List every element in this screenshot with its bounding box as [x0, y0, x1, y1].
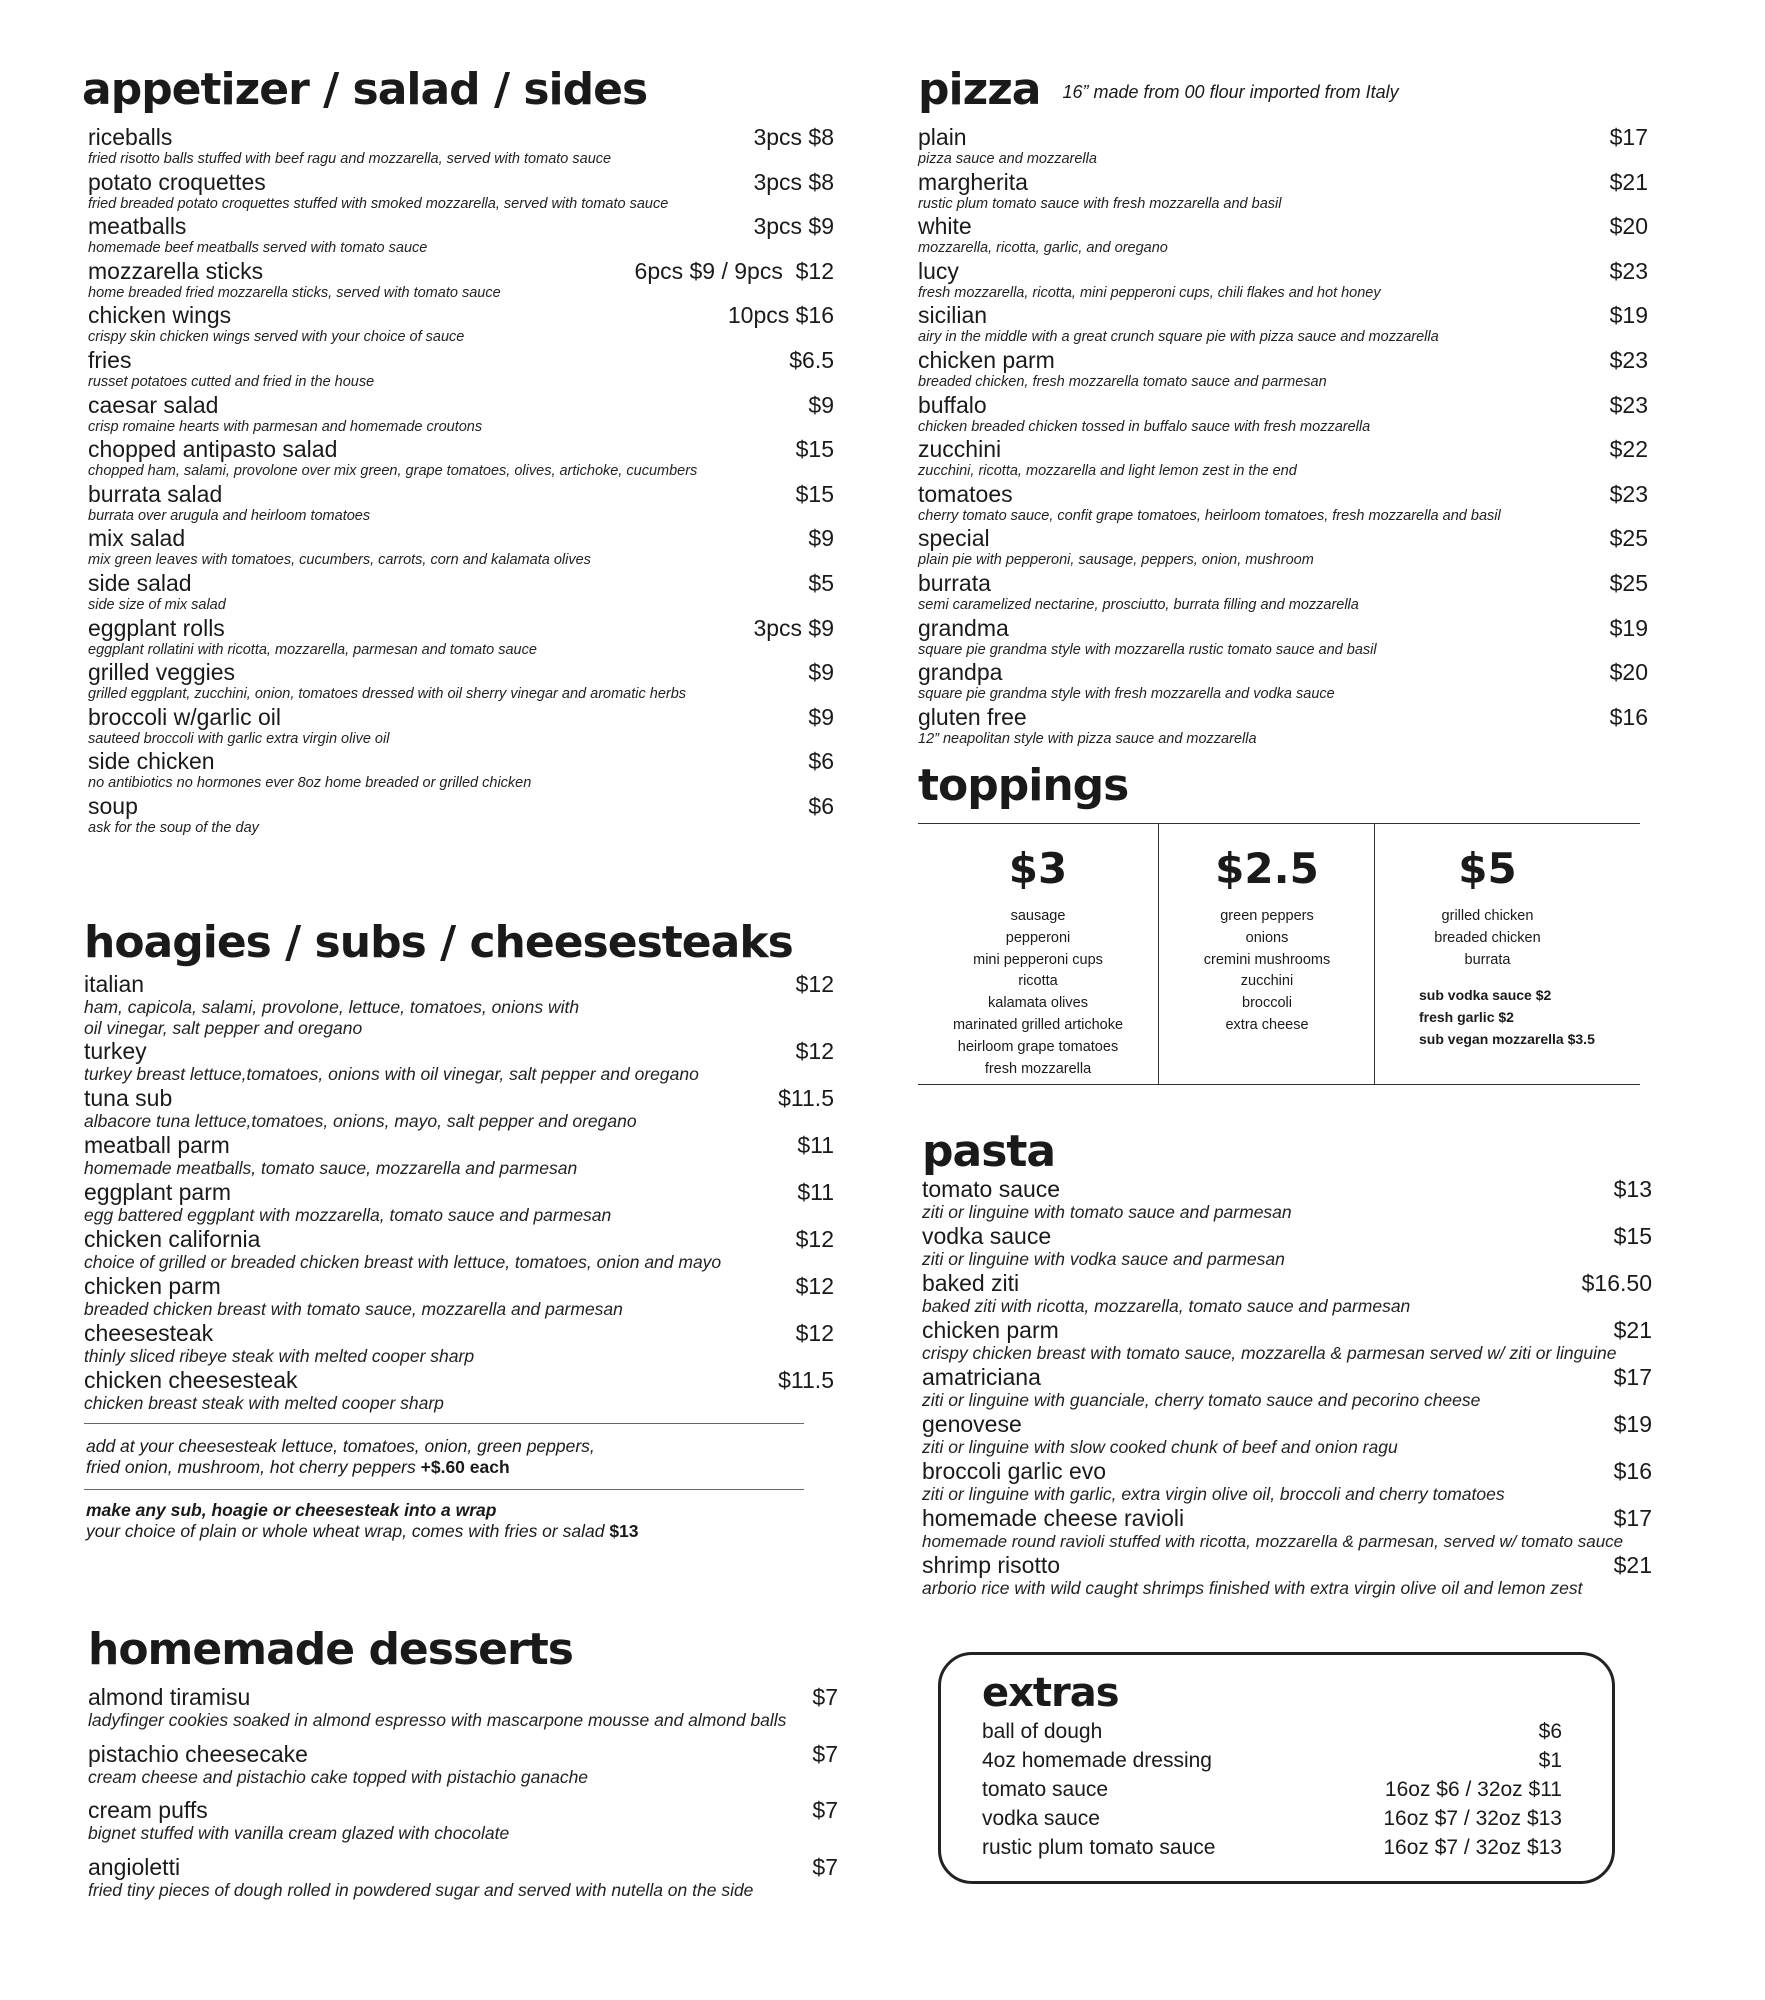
topping-note: sub vegan mozzarella $3.5: [1419, 1030, 1595, 1047]
toppings-list: [918, 906, 1158, 1080]
item-name: 4oz homemade dressing: [982, 1749, 1212, 1772]
list-item: [88, 793, 834, 838]
item-description: cream cheese and pistachio cake topped with pistachio ganache: [88, 1766, 589, 1787]
item-description: arborio rice with wild caught shrimps finished with extra virgin olive oil and lemon zest: [922, 1578, 1583, 1598]
list-item: [88, 481, 834, 526]
item-price: $9: [808, 525, 834, 552]
item-description: eggplant rollatini with ricotta, mozzarella, parmesan and tomato sauce: [88, 641, 537, 658]
item-price: 3pcs $9: [753, 213, 834, 240]
item-name: zucchini: [918, 436, 1002, 463]
topping-item: broccoli: [1242, 995, 1292, 1012]
list-item: [918, 481, 1648, 526]
item-price: $7: [812, 1740, 838, 1767]
item-price: $17: [1613, 1505, 1652, 1531]
item-description: rustic plum tomato sauce with fresh mozzarella and basil: [918, 195, 1282, 212]
item-description: fried risotto balls stuffed with beef ragu and mozzarella, served with tomato sauce: [88, 151, 612, 167]
item-description: crisp romaine hearts with parmesan and homemade croutons: [88, 418, 483, 435]
item-price: $9: [808, 391, 834, 418]
item-description: 12” neapolitan style with pizza sauce and mozzarella: [918, 730, 1257, 747]
list-item: [918, 258, 1648, 303]
item-name: baked ziti: [922, 1270, 1020, 1296]
hoagies-list: [84, 971, 834, 1414]
item-price: $17: [1609, 124, 1648, 150]
list-item: [922, 1505, 1675, 1552]
pizza-list: [918, 124, 1648, 748]
item-description: turkey breast lettuce,tomatoes, onions with oil vinegar, salt pepper and oregano: [84, 1064, 699, 1084]
toppings-list: [1375, 906, 1640, 971]
item-description: homemade beef meatballs served with tomato sauce: [88, 240, 428, 257]
list-item: [982, 1746, 1562, 1775]
item-description: ladyfinger cookies soaked in almond espresso with mascarpone mousse and almond balls: [88, 1710, 787, 1730]
item-description: homemade meatballs, tomato sauce, mozzarella and parmesan: [84, 1158, 578, 1178]
list-item: [922, 1411, 1675, 1458]
item-description: crispy chicken breast with tomato sauce, mozzarella & parmesan served w/ ziti or linguine: [922, 1343, 1617, 1363]
item-name: homemade cheese ravioli: [922, 1505, 1185, 1531]
topping-item: extra cheese: [1225, 1016, 1309, 1033]
toppings-price: $5: [1458, 844, 1517, 893]
list-item: [982, 1775, 1562, 1804]
item-price: 16oz $7 / 32oz $13: [1383, 1807, 1562, 1830]
item-name: tomato sauce: [922, 1176, 1061, 1202]
extras-box: [938, 1652, 1615, 1884]
topping-item: sausage: [1010, 908, 1066, 924]
topping-note: sub vodka sauce $2: [1419, 987, 1552, 1004]
item-name: grilled veggies: [88, 659, 236, 686]
list-item: [922, 1317, 1675, 1364]
item-name: side salad: [88, 569, 192, 596]
list-item: [88, 392, 834, 437]
item-name: rustic plum tomato sauce: [982, 1836, 1216, 1859]
pizza-title: [918, 64, 1648, 115]
topping-item: breaded chicken: [1434, 929, 1541, 946]
item-price: $19: [1609, 614, 1648, 641]
list-item: [918, 436, 1648, 481]
item-name: chopped antipasto salad: [88, 436, 338, 463]
pizza-subtitle: 16” made from 00 flour imported from Italy: [1062, 82, 1399, 102]
item-name: mozzarella sticks: [88, 257, 264, 284]
topping-item: heirloom grape tomatoes: [957, 1038, 1119, 1055]
list-item: [982, 1833, 1562, 1862]
item-name: chicken parm: [84, 1273, 221, 1299]
item-name: gluten free: [918, 703, 1027, 730]
item-name: burrata: [918, 569, 991, 596]
topping-item: grilled chicken: [1441, 908, 1534, 924]
item-name: almond tiramisu: [88, 1684, 251, 1710]
list-item: [84, 1320, 834, 1367]
list-item: [922, 1223, 1675, 1270]
item-name: chicken parm: [922, 1317, 1059, 1343]
toppings-title: toppings: [918, 760, 1129, 811]
item-price: $16: [1613, 1458, 1652, 1484]
list-item: [84, 1132, 834, 1179]
item-name: turkey: [84, 1038, 147, 1064]
item-name: ball of dough: [982, 1720, 1103, 1743]
list-item: [88, 436, 834, 481]
item-name: tomato sauce: [982, 1778, 1109, 1801]
item-description: baked ziti with ricotta, mozzarella, tomato sauce and parmesan: [922, 1296, 1411, 1316]
item-description: chicken breast steak with melted cooper sharp: [84, 1393, 444, 1413]
item-price: $22: [1609, 436, 1648, 463]
item-description: crispy skin chicken wings served with your choice of sauce: [88, 329, 465, 346]
item-description: pizza sauce and mozzarella: [918, 151, 1097, 167]
item-price: $23: [1609, 346, 1648, 373]
addon-line2: fried onion, mushroom, hot cherry peppers: [86, 1457, 421, 1477]
item-description: fresh mozzarella, ricotta, mini pepperoni cups, chili flakes and hot honey: [918, 284, 1381, 301]
list-item: [982, 1717, 1562, 1746]
toppings-price: $2.5: [1215, 844, 1319, 893]
item-description: side size of mix salad: [88, 596, 226, 613]
list-item: [88, 525, 834, 570]
item-name: amatriciana: [922, 1364, 1041, 1390]
appetizers-list: [82, 124, 834, 838]
item-price: $7: [812, 1853, 838, 1880]
item-name: pistachio cheesecake: [88, 1740, 308, 1767]
list-item: [88, 169, 834, 214]
item-price: $9: [808, 703, 834, 730]
item-price: $15: [1613, 1223, 1652, 1249]
item-name: shrimp risotto: [922, 1552, 1061, 1578]
pasta-title: pasta: [922, 1126, 1056, 1177]
list-item: [88, 124, 834, 169]
pizza-section: [918, 64, 1648, 748]
item-description: mix green leaves with tomatoes, cucumbers, carrots, corn and kalamata olives: [88, 552, 591, 569]
wrap-line1: make any sub, hoagie or cheesesteak into a wrap: [86, 1500, 497, 1520]
item-description: square pie grandma style with mozzarella rustic tomato sauce and basil: [918, 641, 1377, 658]
topping-item: burrata: [1464, 951, 1511, 968]
item-price: $12: [795, 1320, 834, 1346]
item-price: $6.5: [789, 346, 834, 373]
item-name: sicilian: [918, 302, 988, 329]
item-name: angioletti: [88, 1853, 181, 1880]
item-price: $12: [795, 1226, 834, 1252]
toppings-price: $3: [1008, 844, 1068, 893]
item-name: mix salad: [88, 525, 186, 552]
list-item: [918, 124, 1648, 169]
list-item: [922, 1552, 1675, 1599]
item-description: egg battered eggplant with mozzarella, tomato sauce and parmesan: [84, 1205, 612, 1225]
item-name: special: [918, 525, 990, 552]
list-item: [918, 615, 1648, 660]
item-name: burrata salad: [88, 480, 223, 507]
topping-item: fresh mozzarella: [984, 1060, 1092, 1077]
toppings-group-2-5: [1158, 824, 1375, 1084]
item-price: 16oz $7 / 32oz $13: [1383, 1836, 1562, 1859]
item-price: $21: [1613, 1552, 1652, 1578]
item-description: choice of grilled or breaded chicken breast with lettuce, tomatoes, onion and mayo: [84, 1252, 722, 1272]
extras-title: extras: [982, 1670, 1119, 1716]
topping-item: onions: [1245, 929, 1289, 946]
list-item: [918, 570, 1648, 615]
topping-item: mini pepperoni cups: [973, 951, 1103, 968]
item-name: meatballs: [88, 213, 187, 240]
item-name: cheesesteak: [84, 1320, 214, 1346]
list-item: [918, 347, 1648, 392]
item-price: $6: [808, 748, 834, 775]
desserts-title: homemade desserts: [88, 1624, 573, 1675]
item-description: breaded chicken, fresh mozzarella tomato sauce and parmesan: [918, 373, 1327, 390]
list-item: [88, 302, 834, 347]
list-item: [88, 1684, 838, 1741]
list-item: [982, 1804, 1562, 1833]
list-item: [88, 1854, 838, 1911]
list-item: [918, 213, 1648, 258]
wrap-note: [86, 1500, 639, 1542]
list-item: [918, 392, 1648, 437]
item-name: italian: [84, 971, 145, 997]
item-price: 3pcs $9: [753, 614, 834, 641]
item-description: semi caramelized nectarine, prosciutto, burrata filling and mozzarella: [918, 596, 1359, 613]
item-name: soup: [88, 792, 138, 819]
item-price: 16oz $6 / 32oz $11: [1384, 1778, 1562, 1801]
item-price: $5: [808, 569, 834, 596]
item-name: white: [918, 213, 972, 240]
item-price: $11.5: [778, 1367, 834, 1393]
item-price: $13: [1613, 1176, 1652, 1202]
item-name: chicken wings: [88, 302, 232, 329]
pasta-section: [922, 1126, 1675, 1599]
pasta-list: [922, 1176, 1675, 1599]
list-item: [84, 1038, 834, 1085]
pizza-title-text: pizza: [918, 64, 1041, 115]
list-item: [84, 971, 834, 1038]
list-item: [88, 1741, 838, 1798]
item-price: $11.5: [778, 1085, 834, 1111]
item-price: $23: [1609, 257, 1648, 284]
item-price: $20: [1609, 213, 1648, 240]
topping-item: zucchini: [1240, 973, 1294, 990]
list-item: [918, 659, 1648, 704]
toppings-notes: [1375, 985, 1640, 1050]
item-description: ham, capicola, salami, provolone, lettuce, tomatoes, onions with: [84, 997, 580, 1017]
item-name: caesar salad: [88, 391, 219, 418]
item-price: $16.50: [1581, 1270, 1652, 1296]
item-name: broccoli garlic evo: [922, 1458, 1107, 1484]
item-price: $23: [1609, 391, 1648, 418]
item-price: $21: [1613, 1317, 1652, 1343]
item-price: 10pcs $16: [727, 302, 834, 329]
item-name: vodka sauce: [922, 1223, 1052, 1249]
list-item: [922, 1270, 1675, 1317]
item-description: grilled eggplant, zucchini, onion, tomatoes dressed with oil sherry vinegar and aromatic herbs: [88, 686, 687, 703]
list-item: [88, 258, 834, 303]
topping-item: green peppers: [1220, 908, 1314, 924]
item-price: $7: [812, 1797, 838, 1823]
desserts-list: [88, 1684, 838, 1910]
toppings-table: [918, 823, 1640, 1085]
item-price: $20: [1609, 659, 1648, 686]
item-price: $16: [1609, 703, 1648, 730]
item-description: home breaded fried mozzarella sticks, served with tomato sauce: [88, 284, 501, 301]
list-item: [918, 525, 1648, 570]
item-price: $12: [795, 1038, 834, 1064]
item-description: albacore tuna lettuce,tomatoes, onions, mayo, salt pepper and oregano: [84, 1111, 637, 1131]
list-item: [918, 302, 1648, 347]
item-name: chicken california: [84, 1226, 261, 1252]
item-description: homemade round ravioli stuffed with ricotta, mozzarella & parmesan, served w/ tomato sauce: [922, 1532, 1624, 1551]
list-item: [88, 213, 834, 258]
wrap-price: $13: [609, 1521, 639, 1541]
list-item: [922, 1364, 1675, 1411]
item-name: riceballs: [88, 124, 173, 150]
item-description: breaded chicken breast with tomato sauce, mozzarella and parmesan: [84, 1299, 623, 1319]
item-description: plain pie with pepperoni, sausage, peppers, onion, mushroom: [918, 552, 1314, 569]
item-description: ask for the soup of the day: [88, 819, 259, 836]
item-name: plain: [918, 124, 967, 150]
item-name: fries: [88, 346, 132, 373]
list-item: [918, 169, 1648, 214]
topping-note: fresh garlic $2: [1419, 1009, 1514, 1026]
extras-list: [982, 1717, 1562, 1862]
item-name: grandpa: [918, 659, 1003, 686]
item-description: ziti or linguine with vodka sauce and parmesan: [922, 1249, 1285, 1269]
list-item: [88, 347, 834, 392]
divider: [84, 1423, 804, 1424]
list-item: [922, 1176, 1675, 1223]
item-price: $7: [812, 1684, 838, 1710]
toppings-list: [1159, 906, 1375, 1037]
item-price: 3pcs $8: [753, 168, 834, 195]
item-price: 6pcs $9 / 9pcs $12: [634, 257, 834, 284]
item-name: vodka sauce: [982, 1807, 1100, 1830]
item-name: side chicken: [88, 748, 215, 775]
item-name: broccoli w/garlic oil: [88, 703, 282, 730]
item-price: $11: [797, 1132, 834, 1158]
item-description: no antibiotics no hormones ever 8oz home breaded or grilled chicken: [88, 775, 532, 792]
appetizers-title: appetizer / salad / sides: [82, 64, 648, 115]
item-name: tomatoes: [918, 480, 1013, 507]
item-name: meatball parm: [84, 1132, 230, 1158]
hoagies-section: [84, 917, 834, 1414]
item-description: cherry tomato sauce, confit grape tomatoes, heirloom tomatoes, fresh mozzarella and basil: [918, 507, 1501, 524]
item-price: $17: [1613, 1364, 1652, 1390]
item-price: $15: [795, 480, 834, 507]
item-description: chicken breaded chicken tossed in buffalo sauce with fresh mozzarella: [918, 418, 1371, 435]
item-description: ziti or linguine with slow cooked chunk of beef and onion ragu: [922, 1437, 1398, 1457]
list-item: [88, 570, 834, 615]
item-description: russet potatoes cutted and fried in the house: [88, 373, 375, 390]
item-price: $21: [1609, 168, 1648, 195]
item-name: potato croquettes: [88, 168, 266, 195]
item-price: $11: [797, 1179, 834, 1205]
item-description-line2: oil vinegar, salt pepper and oregano: [84, 1018, 363, 1038]
item-price: $19: [1613, 1411, 1652, 1437]
list-item: [88, 704, 834, 749]
item-description: zucchini, ricotta, mozzarella and light lemon zest in the end: [918, 463, 1297, 480]
item-name: genovese: [922, 1411, 1022, 1437]
item-price: $12: [795, 1273, 834, 1299]
addon-note: [86, 1436, 595, 1478]
list-item: [88, 659, 834, 704]
item-description: fried tiny pieces of dough rolled in powdered sugar and served with nutella on the side: [88, 1879, 754, 1900]
item-name: chicken cheesesteak: [84, 1367, 298, 1393]
item-name: tuna sub: [84, 1085, 173, 1111]
item-price: $25: [1609, 569, 1648, 596]
item-description: ziti or linguine with garlic, extra virgin olive oil, broccoli and cherry tomatoes: [922, 1484, 1505, 1504]
appetizers-section: [82, 64, 834, 838]
item-price: 3pcs $8: [753, 124, 834, 150]
list-item: [88, 748, 834, 793]
item-name: grandma: [918, 614, 1009, 641]
item-price: $19: [1609, 302, 1648, 329]
list-item: [88, 615, 834, 660]
item-description: fried breaded potato croquettes stuffed with smoked mozzarella, served with tomato sauce: [88, 195, 669, 212]
list-item: [84, 1273, 834, 1320]
item-description: mozzarella, ricotta, garlic, and oregano: [918, 240, 1168, 257]
list-item: [88, 1797, 838, 1854]
item-price: $25: [1609, 525, 1648, 552]
topping-item: marinated grilled artichoke: [952, 1016, 1124, 1033]
topping-item: ricotta: [1018, 973, 1058, 990]
list-item: [918, 704, 1648, 749]
desserts-section: [88, 1624, 838, 1910]
item-name: eggplant parm: [84, 1179, 232, 1205]
toppings-group-3: [918, 824, 1158, 1084]
item-description: ziti or linguine with guanciale, cherry tomato sauce and pecorino cheese: [922, 1390, 1481, 1410]
list-item: [84, 1179, 834, 1226]
item-price: $15: [795, 436, 834, 463]
item-description: sauteed broccoli with garlic extra virgin olive oil: [88, 730, 390, 747]
item-name: cream puffs: [88, 1797, 208, 1823]
item-name: eggplant rolls: [88, 614, 225, 641]
list-item: [84, 1226, 834, 1273]
list-item: [84, 1085, 834, 1132]
topping-item: kalamata olives: [988, 995, 1088, 1012]
wrap-line2: your choice of plain or whole wheat wrap, comes with fries or salad: [86, 1521, 610, 1541]
divider: [84, 1489, 804, 1490]
item-description: burrata over arugula and heirloom tomatoes: [88, 507, 371, 524]
item-description: thinly sliced ribeye steak with melted cooper sharp: [84, 1346, 475, 1366]
item-price: $6: [808, 792, 834, 819]
item-price: $23: [1609, 480, 1648, 507]
item-description: ziti or linguine with tomato sauce and parmesan: [922, 1202, 1292, 1222]
item-name: buffalo: [918, 391, 987, 418]
toppings-group-5: [1374, 824, 1640, 1084]
topping-item: cremini mushrooms: [1203, 951, 1331, 968]
item-price: $9: [808, 659, 834, 686]
hoagies-title: hoagies / subs / cheesesteaks: [84, 917, 793, 968]
list-item: [84, 1367, 834, 1414]
addon-price: +$.60 each: [420, 1457, 510, 1477]
list-item: [922, 1458, 1675, 1505]
item-price: $6: [1538, 1720, 1562, 1743]
item-description: chopped ham, salami, provolone over mix green, grape tomatoes, olives, artichoke, cucumbers: [88, 463, 698, 480]
item-price: $12: [795, 971, 834, 997]
addon-line1: add at your cheesesteak lettuce, tomatoes, onion, green peppers,: [86, 1436, 595, 1456]
item-name: chicken parm: [918, 346, 1055, 373]
item-description: square pie grandma style with fresh mozzarella and vodka sauce: [918, 686, 1335, 703]
item-name: margherita: [918, 168, 1028, 195]
topping-item: pepperoni: [1005, 929, 1071, 946]
item-description: bignet stuffed with vanilla cream glazed with chocolate: [88, 1823, 510, 1843]
item-description: airy in the middle with a great crunch square pie with pizza sauce and mozzarella: [918, 329, 1439, 346]
item-name: lucy: [918, 257, 959, 284]
item-price: $1: [1538, 1749, 1562, 1772]
